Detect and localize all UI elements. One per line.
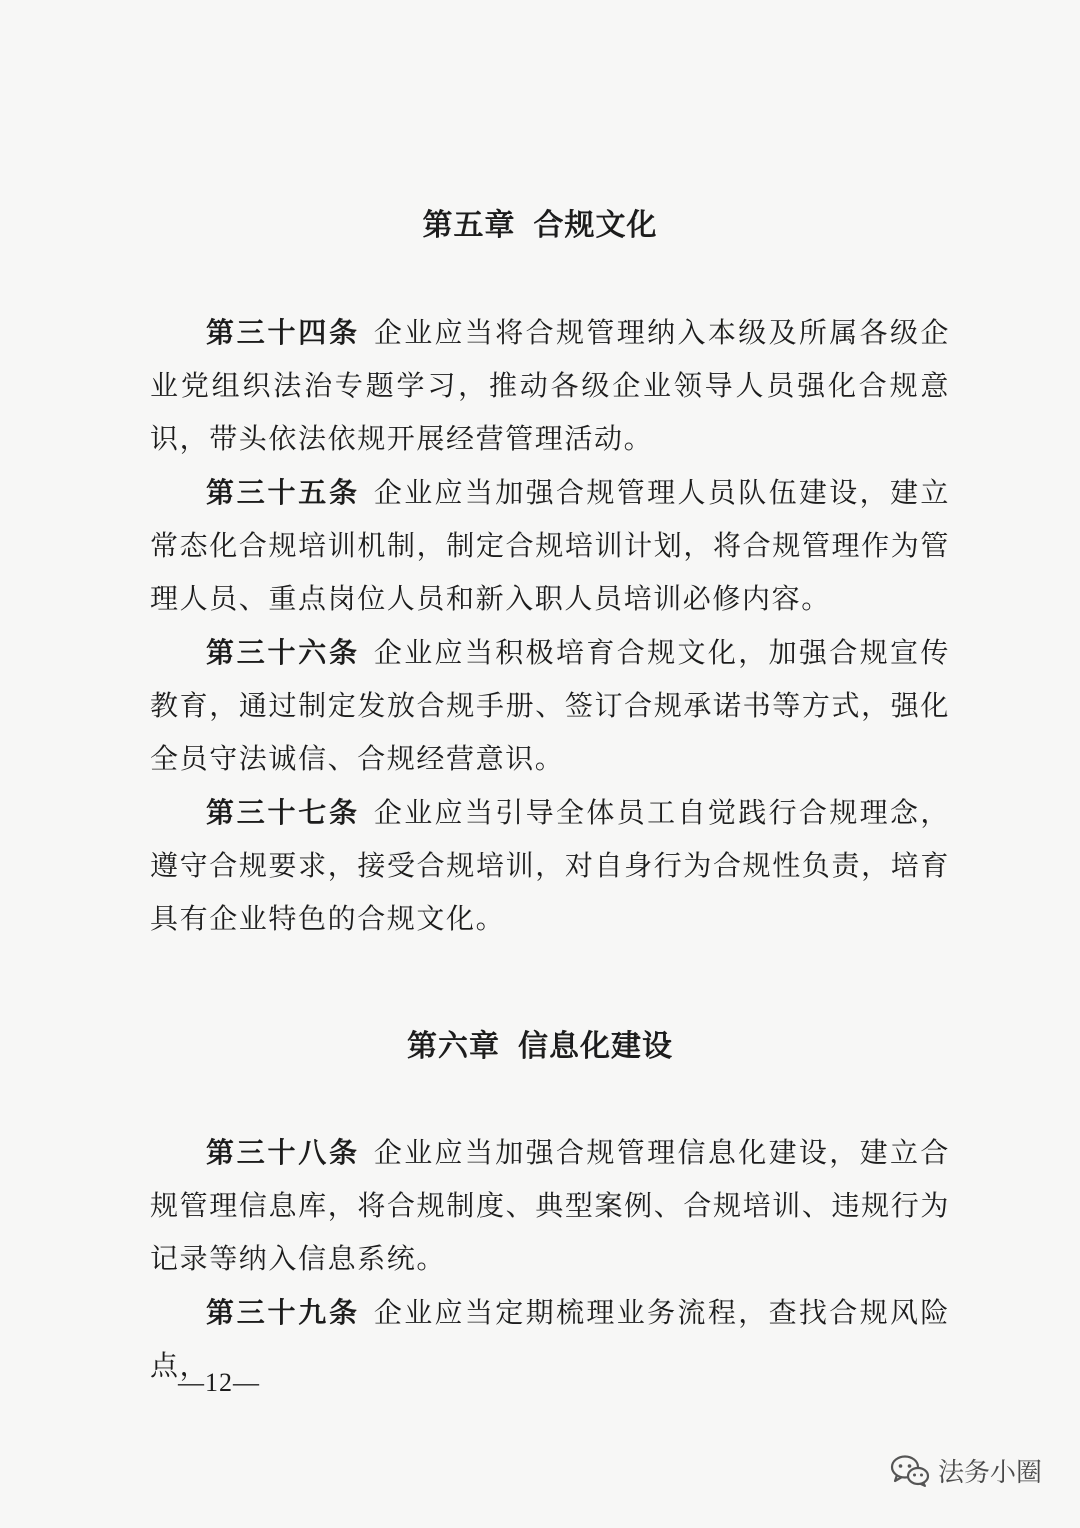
article-text: 企业应当加强合规管理信息化建设，建立合规管理信息库，将合规制度、典型案例、合规培训、违规行为记录等纳入信息系统。 — [150, 1136, 950, 1275]
article-35 — [150, 466, 950, 625]
article-title: 第三十四条 — [206, 316, 360, 349]
article-37 — [150, 786, 950, 945]
article-text: 企业应当积极培育合规文化，加强合规宣传教育，通过制定发放合规手册、签订合规承诺书等方式，强化全员守法诚信、合规经营意识。 — [150, 636, 950, 775]
chapter-title: 合规文化 — [533, 208, 658, 243]
article-text: 企业应当加强合规管理人员队伍建设，建立常态化合规培训机制，制定合规培训计划，将合规管理作为管理人员、重点岗位人员和新入职人员培训必修内容。 — [150, 476, 950, 615]
article-38 — [150, 1126, 950, 1285]
chapter-heading-6 — [0, 1021, 1080, 1065]
article-title: 第三十五条 — [206, 476, 360, 509]
article-34 — [150, 306, 950, 465]
chapter-number: 第六章 — [407, 1029, 500, 1064]
wechat-icon — [890, 1454, 930, 1488]
chapter-number: 第五章 — [422, 208, 516, 243]
article-title: 第三十六条 — [206, 636, 360, 669]
chapter-heading-5 — [0, 200, 1080, 244]
article-title: 第三十九条 — [206, 1296, 360, 1329]
watermark — [890, 1452, 1042, 1489]
chapter-title: 信息化建设 — [518, 1029, 673, 1064]
article-title: 第三十八条 — [206, 1136, 360, 1169]
article-title: 第三十七条 — [206, 796, 360, 829]
watermark-text: 法务小圈 — [937, 1458, 1042, 1488]
article-text: 企业应当定期梳理业务流程，查找合规风险点， — [150, 1296, 950, 1382]
page-number: —12— — [178, 1368, 260, 1397]
article-text: 企业应当将合规管理纳入本级及所属各级企业党组织法治专题学习，推动各级企业领导人员强化合规意识，带头依法依规开展经营管理活动。 — [150, 316, 950, 455]
article-39 — [150, 1286, 950, 1382]
article-text: 企业应当引导全体员工自觉践行合规理念，遵守合规要求，接受合规培训，对自身行为合规性负责，培育具有企业特色的合规文化。 — [150, 796, 950, 935]
article-36 — [150, 626, 950, 785]
